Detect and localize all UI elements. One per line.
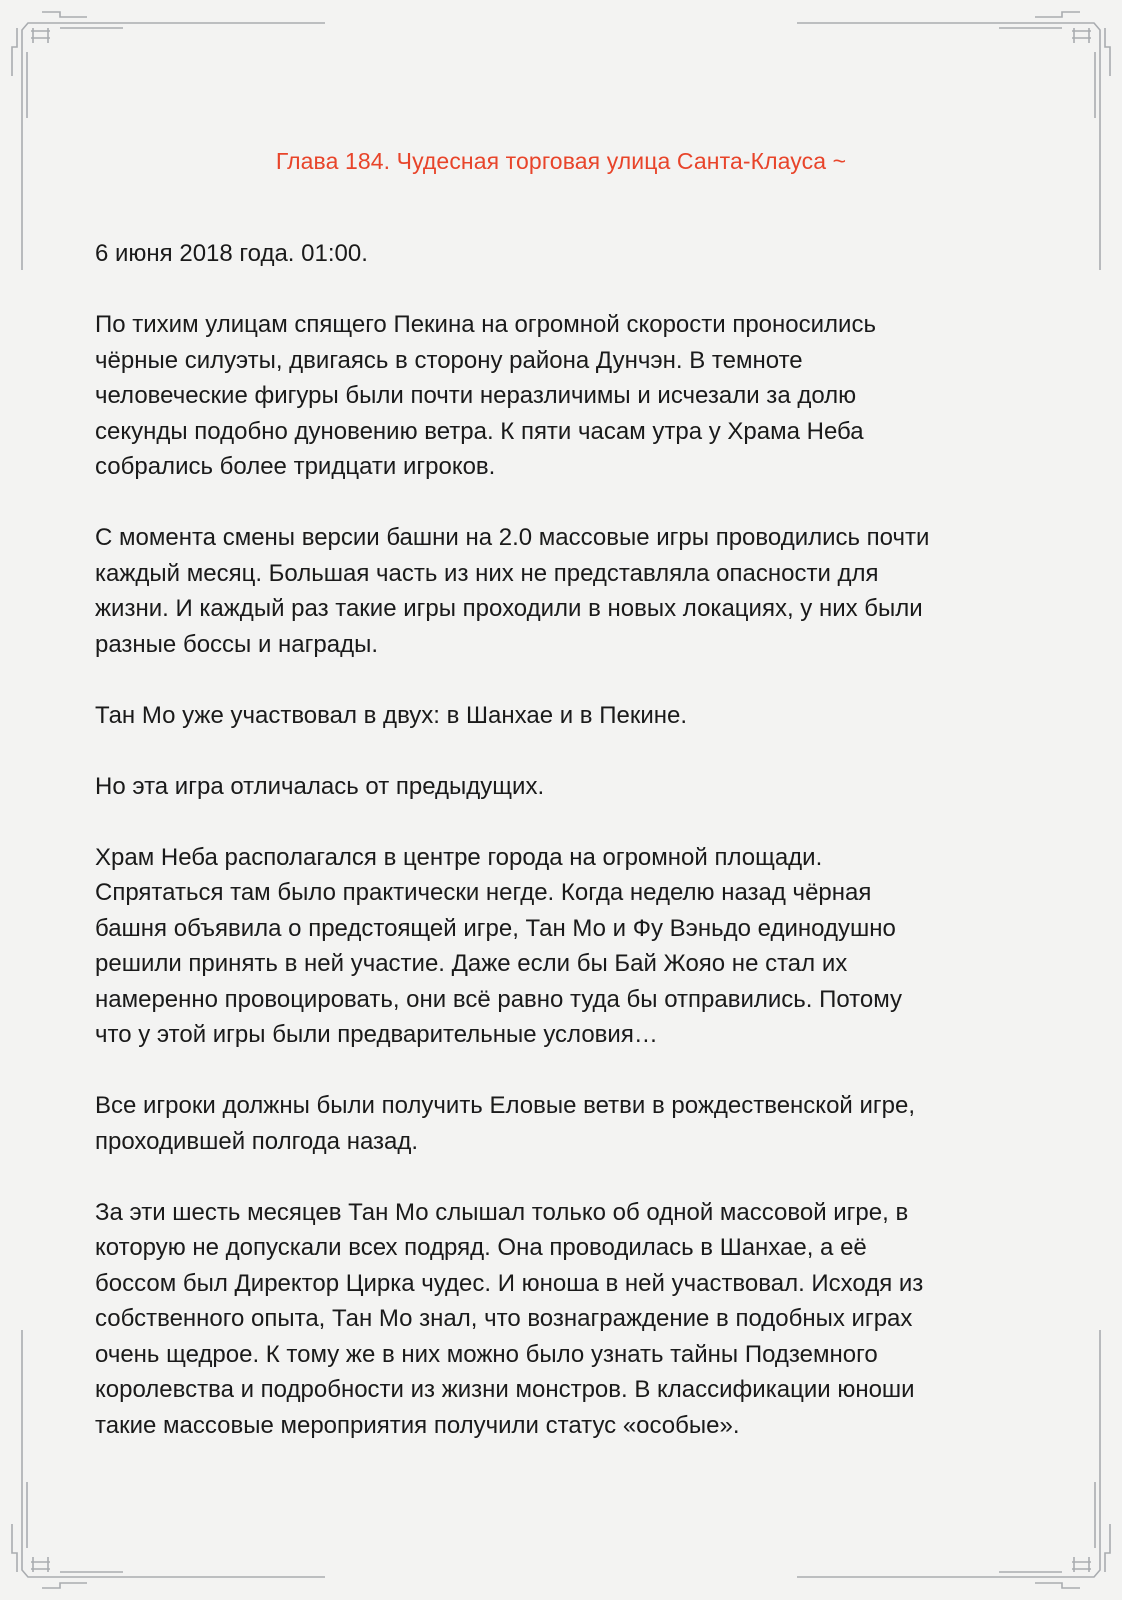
paragraph: Все игроки должны были получить Еловые ветви в рождественской игре, проходившей полгода назад. <box>95 1092 916 1155</box>
date-line: 6 июня 2018 года. 01:00. <box>95 240 368 267</box>
paragraph: Но эта игра отличалась от предыдущих. <box>95 772 545 800</box>
chapter-body <box>95 236 1045 1479</box>
paragraph: За эти шесть месяцев Тан Мо слышал только об одной массовой игре, в которую не допускали всех подряд. Она проводилась в Шанхае, а её боссом был Директор Цирка чудес. И юноша в ней участвовал. Исходя из собственного опыта, Тан Мо знал, что вознаграждение в подобных играх очень щедрое. К тому же в них можно было узнать тайны Подземного королевства и подробности из жизни монстров. В классификации юноши такие массовые мероприятия получили статус «особые». <box>95 1198 924 1439</box>
chapter-title: Глава 184. Чудесная торговая улица Санта-Клауса ~ <box>275 148 847 174</box>
paragraph: Тан Мо уже участвовал в двух: в Шанхае и в Пекине. <box>95 701 687 729</box>
paragraph: По тихим улицам спящего Пекина на огромной скорости проносились чёрные силуэты, двигаясь в сторону района Дунчэн. В темноте человеческие фигуры были почти неразличимы и исчезали за долю секунды подобно дуновению ветра. К пяти часам утра у Храма Неба собрались более тридцати игроков. <box>95 311 876 480</box>
paragraph: С момента смены версии башни на 2.0 массовые игры проводились почти каждый месяц. Большая часть из них не представляла опасности для жизни. И каждый раз такие игры проходили в новых локациях, у них были разные боссы и награды. <box>95 524 930 658</box>
paragraph: Храм Неба располагался в центре города на огромной площади. Спрятаться там было практически негде. Когда неделю назад чёрная башня объявила о предстоящей игре, Тан Мо и Фу Вэньдо единодушно решили принять в ней участие. Даже если бы Бай Жояо не стал их намеренно провоцировать, они всё равно туда бы отправились. Потому что у этой игры были предварительные условия… <box>95 843 903 1048</box>
